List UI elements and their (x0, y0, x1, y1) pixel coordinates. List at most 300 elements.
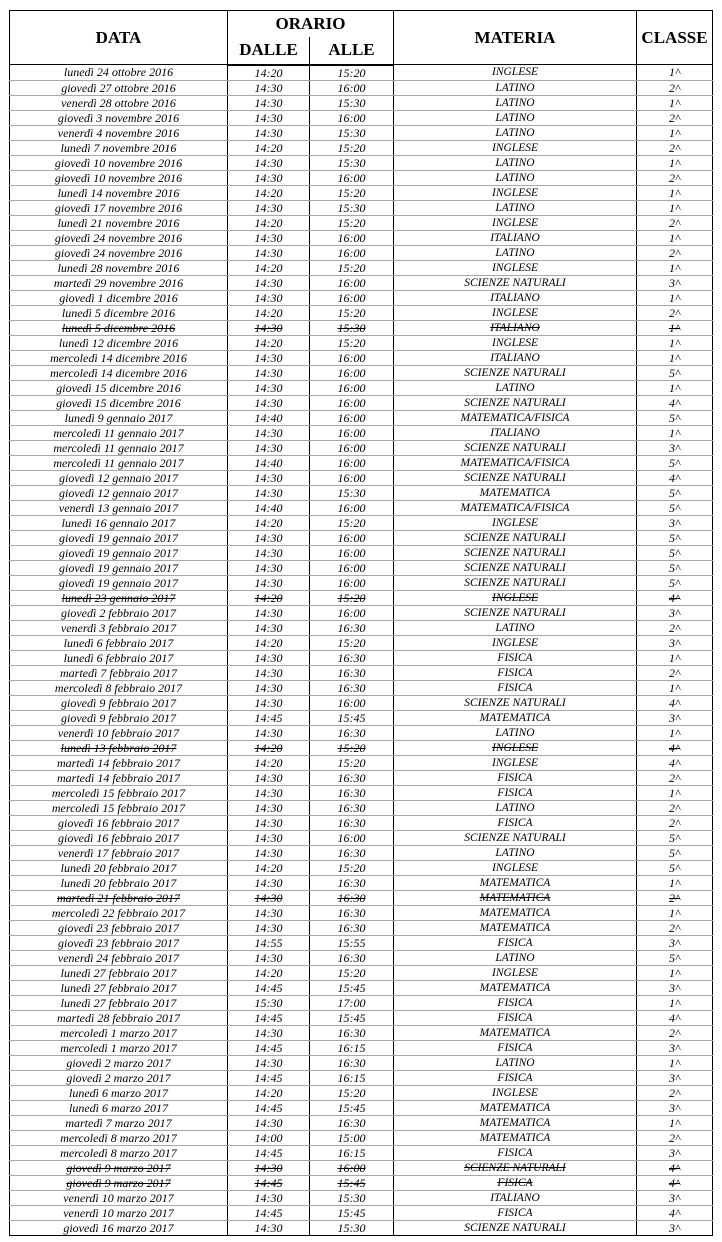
end-time-cell: 16:00 (310, 1160, 394, 1175)
class-cell: 3^ (637, 1100, 713, 1115)
date-cell: martedì 14 febbraio 2017 (10, 770, 228, 785)
schedule-row (10, 95, 713, 110)
date-cell: lunedì 24 ottobre 2016 (10, 65, 228, 81)
end-time-cell: 15:00 (310, 1130, 394, 1145)
end-time-cell: 15:20 (310, 860, 394, 875)
subject-cell: ITALIANO (394, 320, 637, 335)
start-time-cell: 14:30 (228, 650, 310, 665)
start-time-cell: 14:30 (228, 545, 310, 560)
class-cell: 4^ (637, 755, 713, 770)
date-cell: giovedì 23 febbraio 2017 (10, 935, 228, 950)
schedule-row (10, 590, 713, 605)
end-time-cell: 16:00 (310, 440, 394, 455)
start-time-cell: 14:30 (228, 440, 310, 455)
start-time-cell: 14:30 (228, 815, 310, 830)
schedule-row (10, 845, 713, 860)
subject-cell: FISICA (394, 1040, 637, 1055)
date-cell: lunedì 5 dicembre 2016 (10, 320, 228, 335)
class-cell: 5^ (637, 410, 713, 425)
date-cell: giovedì 17 novembre 2016 (10, 200, 228, 215)
start-time-cell: 14:30 (228, 1115, 310, 1130)
schedule-row (10, 290, 713, 305)
date-cell: lunedì 27 febbraio 2017 (10, 995, 228, 1010)
subject-cell: MATEMATICA (394, 710, 637, 725)
date-cell: venerdì 17 febbraio 2017 (10, 845, 228, 860)
class-cell: 3^ (637, 1145, 713, 1160)
date-cell: giovedì 27 ottobre 2016 (10, 80, 228, 95)
date-cell: venerdì 24 febbraio 2017 (10, 950, 228, 965)
class-cell: 1^ (637, 380, 713, 395)
schedule-row (10, 740, 713, 755)
class-cell: 4^ (637, 470, 713, 485)
schedule-row (10, 950, 713, 965)
end-time-cell: 16:00 (310, 425, 394, 440)
schedule-row (10, 785, 713, 800)
start-time-cell: 14:45 (228, 710, 310, 725)
end-time-cell: 15:30 (310, 155, 394, 170)
date-cell: giovedì 24 novembre 2016 (10, 230, 228, 245)
date-cell: giovedì 9 febbraio 2017 (10, 695, 228, 710)
start-time-cell: 14:30 (228, 800, 310, 815)
class-cell: 3^ (637, 710, 713, 725)
date-cell: lunedì 27 febbraio 2017 (10, 965, 228, 980)
schedule-row (10, 815, 713, 830)
schedule-row (10, 275, 713, 290)
start-time-cell: 14:30 (228, 395, 310, 410)
subject-cell: MATEMATICA (394, 875, 637, 890)
start-time-cell: 14:20 (228, 635, 310, 650)
schedule-row (10, 800, 713, 815)
start-time-cell: 14:45 (228, 1100, 310, 1115)
start-time-cell: 14:30 (228, 920, 310, 935)
subject-cell: INGLESE (394, 860, 637, 875)
class-cell: 1^ (637, 650, 713, 665)
subject-cell: MATEMATICA (394, 485, 637, 500)
end-time-cell: 16:00 (310, 365, 394, 380)
schedule-row (10, 140, 713, 155)
class-cell: 3^ (637, 980, 713, 995)
class-cell: 2^ (637, 1130, 713, 1145)
start-time-cell: 14:20 (228, 740, 310, 755)
subject-cell: FISICA (394, 995, 637, 1010)
subject-cell: INGLESE (394, 590, 637, 605)
end-time-cell: 16:00 (310, 380, 394, 395)
date-cell: martedì 7 marzo 2017 (10, 1115, 228, 1130)
class-cell: 1^ (637, 125, 713, 140)
schedule-row (10, 620, 713, 635)
end-time-cell: 16:00 (310, 560, 394, 575)
class-cell: 3^ (637, 1040, 713, 1055)
schedule-row (10, 710, 713, 725)
class-cell: 4^ (637, 695, 713, 710)
schedule-row (10, 500, 713, 515)
class-cell: 2^ (637, 140, 713, 155)
schedule-row (10, 860, 713, 875)
subject-cell: LATINO (394, 800, 637, 815)
subject-cell: SCIENZE NATURALI (394, 605, 637, 620)
subject-cell: MATEMATICA/FISICA (394, 410, 637, 425)
end-time-cell: 15:20 (310, 185, 394, 200)
class-cell: 2^ (637, 800, 713, 815)
schedule-row (10, 605, 713, 620)
subject-cell: FISICA (394, 1205, 637, 1220)
schedule-row (10, 230, 713, 245)
schedule-row (10, 155, 713, 170)
date-cell: martedì 28 febbraio 2017 (10, 1010, 228, 1025)
schedule-row (10, 755, 713, 770)
class-cell: 1^ (637, 1115, 713, 1130)
subject-cell: INGLESE (394, 635, 637, 650)
end-time-cell: 15:20 (310, 965, 394, 980)
class-cell: 5^ (637, 530, 713, 545)
end-time-cell: 16:00 (310, 500, 394, 515)
subject-cell: INGLESE (394, 140, 637, 155)
start-time-cell: 14:30 (228, 470, 310, 485)
start-time-cell: 14:00 (228, 1130, 310, 1145)
end-time-cell: 17:00 (310, 995, 394, 1010)
class-cell: 5^ (637, 455, 713, 470)
subject-cell: SCIENZE NATURALI (394, 545, 637, 560)
end-time-cell: 15:30 (310, 1190, 394, 1205)
class-cell: 2^ (637, 620, 713, 635)
start-time-cell: 14:20 (228, 515, 310, 530)
class-cell: 1^ (637, 95, 713, 110)
schedule-row (10, 635, 713, 650)
start-time-cell: 14:30 (228, 530, 310, 545)
end-time-cell: 16:15 (310, 1040, 394, 1055)
end-time-cell: 15:20 (310, 515, 394, 530)
start-time-cell: 14:30 (228, 245, 310, 260)
end-time-cell: 15:20 (310, 755, 394, 770)
class-cell: 3^ (637, 935, 713, 950)
class-cell: 5^ (637, 560, 713, 575)
end-time-cell: 15:45 (310, 1100, 394, 1115)
start-time-cell: 14:30 (228, 290, 310, 305)
end-time-cell: 16:30 (310, 875, 394, 890)
schedule-row (10, 170, 713, 185)
header-materia: MATERIA (394, 11, 637, 65)
schedule-row (10, 455, 713, 470)
end-time-cell: 16:30 (310, 800, 394, 815)
date-cell: venerdì 3 febbraio 2017 (10, 620, 228, 635)
end-time-cell: 16:00 (310, 530, 394, 545)
schedule-row (10, 65, 713, 81)
subject-cell: LATINO (394, 950, 637, 965)
start-time-cell: 14:45 (228, 980, 310, 995)
start-time-cell: 14:45 (228, 1040, 310, 1055)
schedule-row (10, 530, 713, 545)
schedule-row (10, 830, 713, 845)
end-time-cell: 15:20 (310, 335, 394, 350)
end-time-cell: 16:30 (310, 905, 394, 920)
start-time-cell: 14:30 (228, 770, 310, 785)
date-cell: giovedì 3 novembre 2016 (10, 110, 228, 125)
date-cell: giovedì 23 febbraio 2017 (10, 920, 228, 935)
subject-cell: INGLESE (394, 185, 637, 200)
start-time-cell: 14:30 (228, 320, 310, 335)
class-cell: 2^ (637, 1025, 713, 1040)
date-cell: mercoledì 1 marzo 2017 (10, 1040, 228, 1055)
end-time-cell: 15:30 (310, 485, 394, 500)
schedule-row (10, 1070, 713, 1085)
end-time-cell: 16:00 (310, 605, 394, 620)
subject-cell: SCIENZE NATURALI (394, 470, 637, 485)
schedule-row (10, 935, 713, 950)
start-time-cell: 14:30 (228, 230, 310, 245)
schedule-row (10, 410, 713, 425)
schedule-row (10, 575, 713, 590)
start-time-cell: 14:20 (228, 965, 310, 980)
class-cell: 5^ (637, 365, 713, 380)
class-cell: 1^ (637, 200, 713, 215)
end-time-cell: 15:20 (310, 1085, 394, 1100)
date-cell: mercoledì 8 febbraio 2017 (10, 680, 228, 695)
start-time-cell: 14:20 (228, 65, 310, 81)
schedule-row (10, 665, 713, 680)
start-time-cell: 14:40 (228, 455, 310, 470)
date-cell: giovedì 9 marzo 2017 (10, 1160, 228, 1175)
class-cell: 4^ (637, 740, 713, 755)
start-time-cell: 14:30 (228, 725, 310, 740)
date-cell: martedì 29 novembre 2016 (10, 275, 228, 290)
schedule-row (10, 725, 713, 740)
schedule-row (10, 905, 713, 920)
subject-cell: LATINO (394, 245, 637, 260)
class-cell: 1^ (637, 875, 713, 890)
start-time-cell: 14:45 (228, 1205, 310, 1220)
subject-cell: LATINO (394, 155, 637, 170)
date-cell: lunedì 27 febbraio 2017 (10, 980, 228, 995)
subject-cell: ITALIANO (394, 290, 637, 305)
subject-cell: LATINO (394, 80, 637, 95)
date-cell: lunedì 12 dicembre 2016 (10, 335, 228, 350)
start-time-cell: 14:20 (228, 755, 310, 770)
start-time-cell: 14:30 (228, 170, 310, 185)
schedule-row (10, 890, 713, 905)
class-cell: 5^ (637, 545, 713, 560)
end-time-cell: 16:00 (310, 455, 394, 470)
start-time-cell: 14:30 (228, 200, 310, 215)
start-time-cell: 14:30 (228, 1160, 310, 1175)
schedule-row (10, 320, 713, 335)
subject-cell: MATEMATICA (394, 1025, 637, 1040)
class-cell: 1^ (637, 185, 713, 200)
end-time-cell: 16:30 (310, 1055, 394, 1070)
date-cell: mercoledì 11 gennaio 2017 (10, 440, 228, 455)
subject-cell: INGLESE (394, 515, 637, 530)
class-cell: 1^ (637, 785, 713, 800)
date-cell: giovedì 9 marzo 2017 (10, 1175, 228, 1190)
class-cell: 5^ (637, 500, 713, 515)
schedule-row (10, 1145, 713, 1160)
class-cell: 2^ (637, 245, 713, 260)
end-time-cell: 16:30 (310, 950, 394, 965)
start-time-cell: 14:20 (228, 1085, 310, 1100)
header-alle: ALLE (310, 37, 394, 65)
start-time-cell: 14:45 (228, 1175, 310, 1190)
start-time-cell: 14:30 (228, 680, 310, 695)
schedule-row (10, 365, 713, 380)
start-time-cell: 14:30 (228, 95, 310, 110)
class-cell: 5^ (637, 860, 713, 875)
subject-cell: LATINO (394, 725, 637, 740)
schedule-row (10, 245, 713, 260)
subject-cell: INGLESE (394, 335, 637, 350)
subject-cell: SCIENZE NATURALI (394, 275, 637, 290)
class-cell: 2^ (637, 110, 713, 125)
end-time-cell: 16:00 (310, 170, 394, 185)
subject-cell: INGLESE (394, 305, 637, 320)
end-time-cell: 15:30 (310, 125, 394, 140)
subject-cell: FISICA (394, 665, 637, 680)
end-time-cell: 15:20 (310, 215, 394, 230)
date-cell: venerdì 10 marzo 2017 (10, 1205, 228, 1220)
start-time-cell: 14:30 (228, 560, 310, 575)
date-cell: giovedì 19 gennaio 2017 (10, 560, 228, 575)
end-time-cell: 16:30 (310, 770, 394, 785)
class-cell: 1^ (637, 260, 713, 275)
subject-cell: FISICA (394, 785, 637, 800)
class-cell: 2^ (637, 170, 713, 185)
start-time-cell: 14:45 (228, 1010, 310, 1025)
schedule-row (10, 440, 713, 455)
date-cell: giovedì 24 novembre 2016 (10, 245, 228, 260)
class-cell: 4^ (637, 1010, 713, 1025)
subject-cell: INGLESE (394, 1085, 637, 1100)
subject-cell: FISICA (394, 935, 637, 950)
start-time-cell: 14:20 (228, 335, 310, 350)
schedule-row (10, 1220, 713, 1235)
end-time-cell: 16:00 (310, 350, 394, 365)
date-cell: mercoledì 8 marzo 2017 (10, 1145, 228, 1160)
subject-cell: MATEMATICA (394, 980, 637, 995)
class-cell: 5^ (637, 950, 713, 965)
subject-cell: MATEMATICA (394, 1130, 637, 1145)
subject-cell: SCIENZE NATURALI (394, 1220, 637, 1235)
subject-cell: FISICA (394, 1010, 637, 1025)
start-time-cell: 14:30 (228, 665, 310, 680)
start-time-cell: 14:30 (228, 125, 310, 140)
end-time-cell: 16:00 (310, 410, 394, 425)
class-cell: 3^ (637, 1190, 713, 1205)
class-cell: 2^ (637, 815, 713, 830)
date-cell: lunedì 6 febbraio 2017 (10, 635, 228, 650)
start-time-cell: 14:30 (228, 110, 310, 125)
subject-cell: MATEMATICA (394, 920, 637, 935)
end-time-cell: 16:00 (310, 575, 394, 590)
subject-cell: ITALIANO (394, 425, 637, 440)
subject-cell: SCIENZE NATURALI (394, 695, 637, 710)
end-time-cell: 16:00 (310, 830, 394, 845)
start-time-cell: 14:30 (228, 605, 310, 620)
end-time-cell: 16:00 (310, 275, 394, 290)
start-time-cell: 14:30 (228, 80, 310, 95)
schedule-row (10, 695, 713, 710)
subject-cell: SCIENZE NATURALI (394, 1160, 637, 1175)
schedule-row (10, 1115, 713, 1130)
schedule-row (10, 80, 713, 95)
subject-cell: INGLESE (394, 740, 637, 755)
end-time-cell: 16:30 (310, 680, 394, 695)
subject-cell: LATINO (394, 380, 637, 395)
end-time-cell: 15:30 (310, 200, 394, 215)
class-cell: 2^ (637, 890, 713, 905)
subject-cell: LATINO (394, 170, 637, 185)
date-cell: giovedì 15 dicembre 2016 (10, 395, 228, 410)
end-time-cell: 16:00 (310, 395, 394, 410)
end-time-cell: 15:20 (310, 740, 394, 755)
end-time-cell: 16:00 (310, 290, 394, 305)
end-time-cell: 16:00 (310, 695, 394, 710)
subject-cell: FISICA (394, 680, 637, 695)
subject-cell: FISICA (394, 1070, 637, 1085)
subject-cell: SCIENZE NATURALI (394, 560, 637, 575)
schedule-rows (10, 65, 713, 1236)
schedule-row (10, 185, 713, 200)
subject-cell: FISICA (394, 815, 637, 830)
end-time-cell: 15:20 (310, 305, 394, 320)
date-cell: giovedì 10 novembre 2016 (10, 170, 228, 185)
schedule-row (10, 395, 713, 410)
class-cell: 2^ (637, 770, 713, 785)
subject-cell: MATEMATICA/FISICA (394, 455, 637, 470)
schedule-row (10, 335, 713, 350)
start-time-cell: 14:30 (228, 875, 310, 890)
date-cell: mercoledì 15 febbraio 2017 (10, 800, 228, 815)
schedule-row (10, 560, 713, 575)
subject-cell: SCIENZE NATURALI (394, 575, 637, 590)
date-cell: lunedì 20 febbraio 2017 (10, 860, 228, 875)
class-cell: 1^ (637, 965, 713, 980)
end-time-cell: 16:00 (310, 80, 394, 95)
subject-cell: SCIENZE NATURALI (394, 365, 637, 380)
class-cell: 1^ (637, 290, 713, 305)
header-classe: CLASSE (637, 11, 713, 65)
subject-cell: SCIENZE NATURALI (394, 395, 637, 410)
start-time-cell: 14:30 (228, 425, 310, 440)
date-cell: giovedì 19 gennaio 2017 (10, 530, 228, 545)
date-cell: mercoledì 14 dicembre 2016 (10, 350, 228, 365)
schedule-row (10, 1025, 713, 1040)
subject-cell: FISICA (394, 650, 637, 665)
subject-cell: MATEMATICA (394, 1100, 637, 1115)
end-time-cell: 15:20 (310, 635, 394, 650)
start-time-cell: 14:30 (228, 485, 310, 500)
start-time-cell: 14:30 (228, 155, 310, 170)
subject-cell: INGLESE (394, 965, 637, 980)
date-cell: martedì 7 febbraio 2017 (10, 665, 228, 680)
subject-cell: LATINO (394, 620, 637, 635)
date-cell: lunedì 13 febbraio 2017 (10, 740, 228, 755)
class-cell: 1^ (637, 1055, 713, 1070)
date-cell: venerdì 10 marzo 2017 (10, 1190, 228, 1205)
class-cell: 3^ (637, 275, 713, 290)
date-cell: mercoledì 1 marzo 2017 (10, 1025, 228, 1040)
schedule-row (10, 110, 713, 125)
start-time-cell: 14:30 (228, 695, 310, 710)
date-cell: mercoledì 8 marzo 2017 (10, 1130, 228, 1145)
date-cell: giovedì 16 febbraio 2017 (10, 830, 228, 845)
schedule-row (10, 650, 713, 665)
class-cell: 1^ (637, 350, 713, 365)
class-cell: 1^ (637, 425, 713, 440)
date-cell: venerdì 10 febbraio 2017 (10, 725, 228, 740)
subject-cell: SCIENZE NATURALI (394, 440, 637, 455)
class-cell: 4^ (637, 395, 713, 410)
date-cell: lunedì 20 febbraio 2017 (10, 875, 228, 890)
date-cell: giovedì 9 febbraio 2017 (10, 710, 228, 725)
schedule-row (10, 215, 713, 230)
